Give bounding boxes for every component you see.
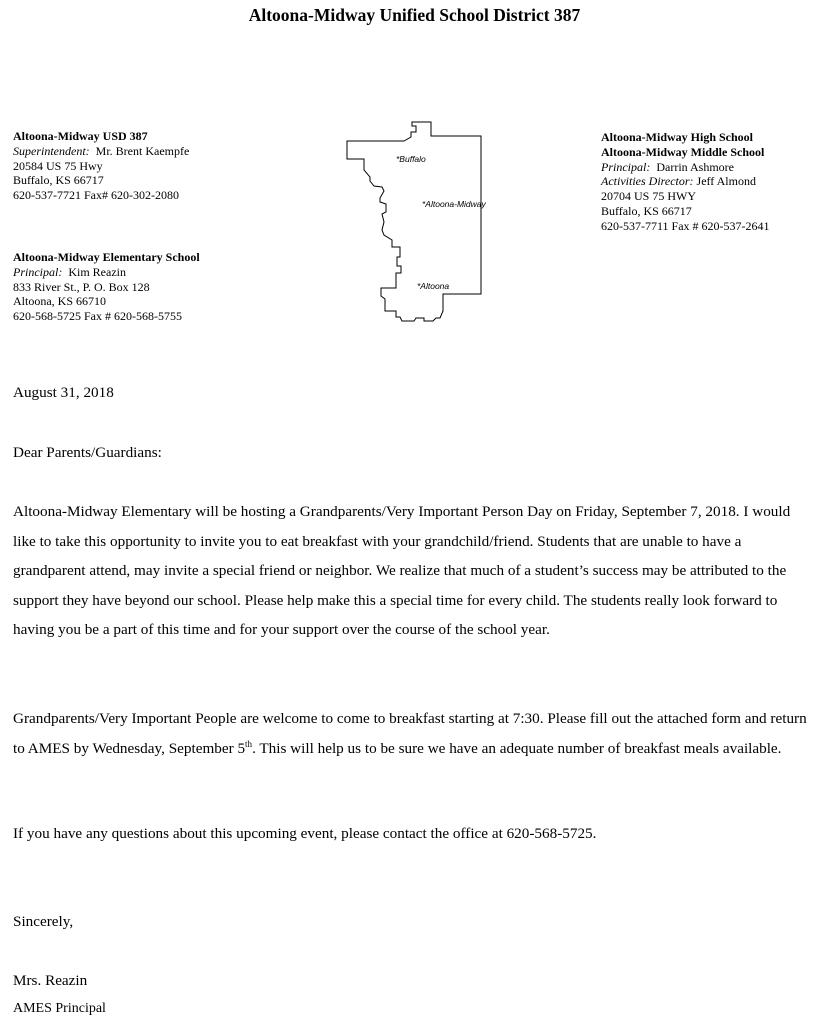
elementary-address: 833 River St., P. O. Box 128	[13, 279, 150, 294]
high-school-principal-line	[601, 160, 770, 175]
elementary-phone: 620-568-5725 Fax # 620-568-5755	[13, 309, 182, 324]
activities-director-line	[601, 174, 770, 189]
superintendent-label: Superintendent:	[13, 143, 90, 158]
paragraph-2-superscript: th	[245, 738, 253, 749]
district-boundary	[347, 122, 481, 321]
letter-paragraph-1	[13, 497, 813, 645]
letter-closing: Sincerely,	[13, 913, 74, 930]
paragraph-2-text-a: Grandparents/Very Important People are welcome to come to breakfast starting at 7:30. Please fill out the attached form and return to AMES by Wednesday, September 5	[13, 710, 807, 757]
elementary-principal-label: Principal:	[13, 264, 63, 279]
elementary-principal-line	[13, 265, 200, 280]
paragraph-2-text-b: . This will help us to be sure we have an adequate number of breakfast meals available.	[252, 739, 782, 757]
letter-paragraph-2	[13, 704, 813, 763]
high-school-name: Altoona-Midway High School	[601, 130, 754, 144]
letter-date: August 31, 2018	[13, 384, 114, 401]
district-office-block	[13, 129, 189, 203]
superintendent-name: Mr. Brent Kaempfe	[95, 143, 190, 158]
elementary-block	[13, 250, 200, 324]
district-office-name: Altoona-Midway USD 387	[13, 129, 148, 143]
superintendent-line	[13, 144, 189, 159]
district-map	[340, 118, 500, 328]
activities-director-name: Jeff Almond	[696, 174, 756, 189]
page-title: Altoona-Midway Unified School District 387	[248, 5, 581, 25]
letter-paragraph-3: If you have any questions about this upcoming event, please contact the office at 620-568-5725.	[13, 825, 597, 842]
elementary-name: Altoona-Midway Elementary School	[13, 250, 200, 264]
letter-salutation: Dear Parents/Guardians:	[13, 444, 162, 461]
high-school-block	[601, 130, 770, 234]
district-office-phone: 620-537-7721 Fax# 620-302-2080	[13, 188, 179, 203]
signer-title: AMES Principal	[13, 1001, 106, 1016]
high-school-principal-name: Darrin Ashmore	[656, 159, 734, 174]
elementary-city: Altoona, KS 66710	[13, 294, 106, 309]
district-office-address: 20584 US 75 Hwy	[13, 158, 103, 173]
signer-name: Mrs. Reazin	[13, 972, 88, 989]
high-school-address: 20704 US 75 HWY	[601, 189, 696, 204]
elementary-principal-name: Kim Reazin	[68, 264, 126, 279]
activities-director-label: Activities Director:	[601, 174, 694, 189]
high-school-principal-label: Principal:	[601, 159, 651, 174]
map-label-buffalo: *Buffalo	[396, 154, 426, 164]
high-school-city: Buffalo, KS 66717	[601, 203, 692, 218]
district-office-city: Buffalo, KS 66717	[13, 173, 104, 188]
map-label-altoona-midway: *Altoona-Midway	[422, 199, 486, 209]
high-school-phone: 620-537-7711 Fax # 620-537-2641	[601, 218, 770, 233]
map-label-altoona: *Altoona	[417, 281, 450, 291]
middle-school-name: Altoona-Midway Middle School	[601, 144, 765, 159]
paragraph-1-text: Altoona-Midway Elementary will be hosting a Grandparents/Very Important Person Day on Friday, September 7, 2018. I would like to take this opportunity to invite you to eat breakfast with your grandchild/friend. Students that are unable to have a grandparent attend, may invite a special friend or neighbor. We realize that much of a student’s success may be attributed to the support they have beyond our school. Please help make this a special time for every child. The students really look forward to having you be a part of this time and for your support over the course of the school year.	[13, 503, 791, 638]
